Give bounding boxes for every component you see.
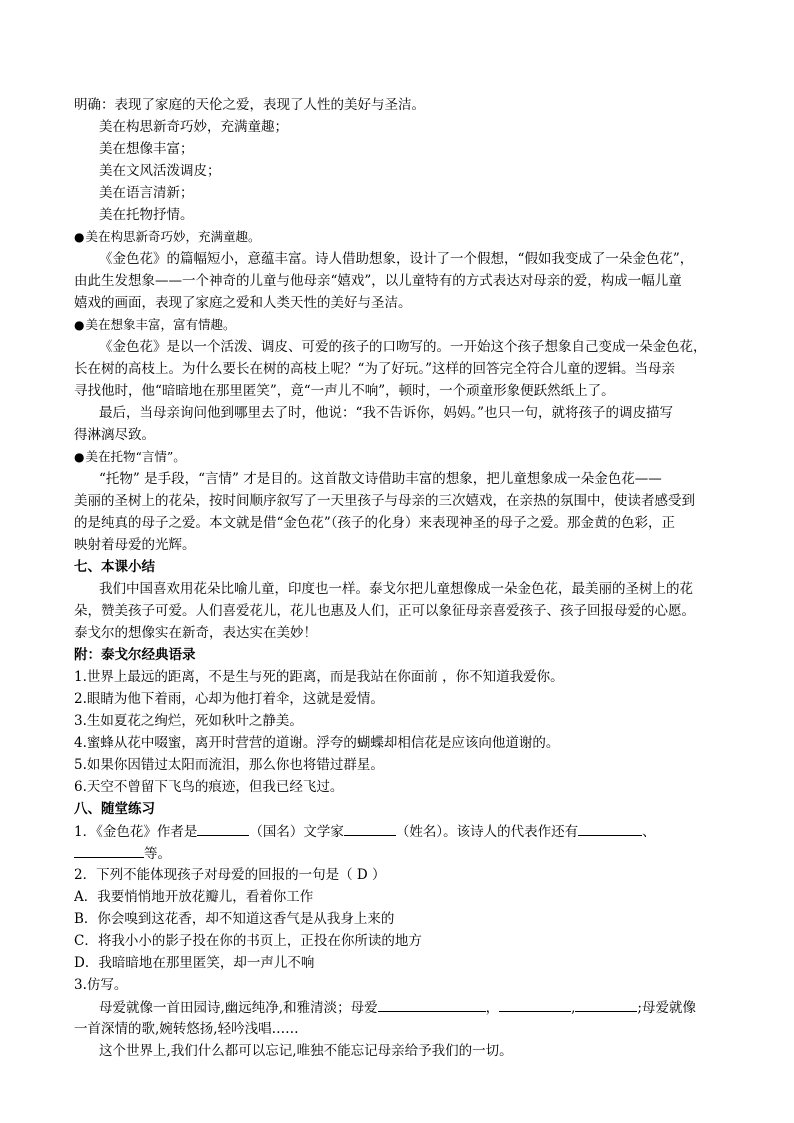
answer-statement: 明确：表现了家庭的天伦之爱，表现了人性的美好与圣洁。: [74, 97, 425, 113]
beauty-point-1: 美在构思新奇巧妙，充满童趣；: [99, 119, 288, 135]
paragraph-line: 泰戈尔的想像实在新奇，表达实在美妙！: [74, 625, 317, 641]
question-3-line-1: [99, 996, 749, 1018]
paragraph-line: 《金色花》是以一个活泼、调皮、可爱的孩子的口吻写的。一开始这个孩子想象自己变成一朵金色花，: [99, 339, 707, 355]
paragraph-line: 寻找他时，他“暗暗地在那里匿笑”，竟“一声儿不响”，顿时，一个顽童形象便跃然纸上了。: [74, 383, 615, 399]
answer-blank-name[interactable]: [344, 820, 396, 836]
beauty-point-4: 美在语言清新；: [99, 185, 194, 201]
quote-item: 4.蜜蜂从花中啜蜜，离开时营营的道谢。浮夸的蝴蝶却相信花是应该向他道谢的。: [74, 735, 560, 751]
paragraph-line: 《金色花》的篇幅短小，意蕴丰富。诗人借助想象，设计了一个假想，“假如我变成了一朵金色花”，: [99, 251, 694, 267]
bullet-icon: ●: [74, 318, 85, 332]
beauty-point-3: 美在文风活泼调皮；: [99, 163, 221, 179]
quote-item: 6.天空不曾留下飞鸟的痕迹，但我已经飞过。: [74, 779, 344, 795]
paragraph-line: 嬉戏的画面，表现了家庭之爱和人类天性的美好与圣洁。: [74, 295, 412, 311]
question-3: 3.仿写。: [74, 977, 128, 993]
answer-blank-work-1[interactable]: [578, 820, 642, 836]
question-1-text: （姓名）。该诗人的代表作还有: [395, 824, 579, 840]
imitation-blank-2[interactable]: [499, 996, 571, 1012]
answer-blank-work-2[interactable]: [74, 842, 144, 858]
closing-sentence: 这个世界上,我们什么都可以忘记,唯独不能忘记母亲给予我们的一切。: [99, 1043, 513, 1059]
beauty-point-2: 美在想像丰富；: [99, 141, 194, 157]
paragraph-line: 朵，赞美孩子可爱。人们喜爱花儿，花儿也惠及人们，正可以象征母亲喜爱孩子、孩子回报母爱的心愿。: [74, 603, 695, 619]
beauty-point-5: 美在托物抒情。: [99, 207, 194, 223]
bullet-icon: ●: [74, 450, 85, 464]
bullet-heading-3: [74, 446, 724, 468]
paragraph-line: 由此生发想象——一个神奇的儿童与他母亲“嬉戏”，以儿童特有的方式表达对母亲的爱，构成一幅儿童: [74, 273, 682, 289]
bullet-heading-1: [74, 226, 724, 248]
option-d: D．我暗暗地在那里匿笑，却一声儿不响: [74, 955, 315, 971]
paragraph-line: 美丽的圣树上的花朵，按时间顺序叙写了一天里孩子与母亲的三次嬉戏，在亲热的氛围中，使读者感受到: [74, 493, 695, 509]
paragraph-line: 长在树的高枝上。为什么要长在树的高枝上呢？“为了好玩。”这样的回答完全符合儿童的逻辑。当母亲: [74, 361, 676, 377]
bullet-heading-text: 美在托物“言情”。: [85, 449, 186, 464]
paragraph-line: 最后，当母亲询问他到哪里去了时，他说：“我不告诉你，妈妈。”也只一句，就将孩子的调皮描写: [99, 405, 674, 421]
question-2: 2．下列不能体现孩子对母爱的回报的一句是（ D ）: [74, 867, 386, 883]
imitation-blank-1[interactable]: [378, 996, 486, 1012]
question-3-line-2: 一首深情的歌,婉转悠扬,轻吟浅唱……: [74, 1021, 299, 1037]
question-1-text: 、: [642, 824, 656, 840]
imitation-text: ,: [571, 1000, 576, 1016]
option-c: C．将我小小的影子投在你的书页上，正投在你所读的地方: [74, 933, 422, 949]
imitation-text: ，: [485, 1000, 500, 1016]
quote-item: 3.生如夏花之绚烂，死如秋叶之静美。: [74, 713, 303, 729]
imitation-text: 母爱就像一首田园诗,幽远纯净,和雅清淡；母爱: [99, 1000, 378, 1016]
question-1: [74, 820, 724, 842]
section-heading-summary: 七、本课小结: [74, 559, 155, 575]
paragraph-line: 得淋漓尽致。: [74, 427, 155, 443]
bullet-heading-text: 美在想象丰富，富有情趣。: [85, 317, 236, 332]
paragraph-line: 的是纯真的母子之爱。本文就是借“金色花”（孩子的化身）来表现神圣的母子之爱。那金黄的色彩，正: [74, 515, 676, 531]
imitation-text: ;母爱就像: [637, 1000, 696, 1016]
answer-blank-country[interactable]: [197, 820, 249, 836]
question-1-text: 等。: [144, 846, 171, 862]
option-b: B．你会嗅到这花香，却不知道这香气是从我身上来的: [74, 911, 395, 927]
question-1-text: 1．《金色花》作者是: [74, 824, 198, 840]
section-heading-quotes: 附：泰戈尔经典语录: [74, 647, 196, 663]
imitation-blank-3[interactable]: [575, 996, 637, 1012]
quote-item: 1.世界上最远的距离，不是生与死的距离，而是我站在你面前 ，你不知道我爱你。: [74, 669, 564, 685]
paragraph-line: “托物” 是手段，“言情” 才是目的。这首散文诗借助丰富的想象，把儿童想象成一朵金色花——: [99, 471, 662, 487]
bullet-icon: ●: [74, 230, 85, 244]
question-1-text: （国名）文学家: [249, 824, 344, 840]
section-heading-exercise: 八、随堂练习: [74, 801, 155, 817]
bullet-heading-text: 美在构思新奇巧妙，充满童趣。: [85, 229, 261, 244]
quote-item: 2.眼睛为他下着雨，心却为他打着伞，这就是爱情。: [74, 691, 384, 707]
paragraph-line: 映射着母爱的光辉。: [74, 537, 196, 553]
question-1-continued: [74, 842, 724, 864]
bullet-heading-2: [74, 314, 724, 336]
paragraph-line: 我们中国喜欢用花朵比喻儿童，印度也一样。泰戈尔把儿童想像成一朵金色花，最美丽的圣树上的花: [99, 581, 693, 597]
quote-item: 5.如果你因错过太阳而流泪，那么你也将错过群星。: [74, 757, 384, 773]
option-a: A．我要悄悄地开放花瓣儿，看着你工作: [74, 889, 314, 905]
